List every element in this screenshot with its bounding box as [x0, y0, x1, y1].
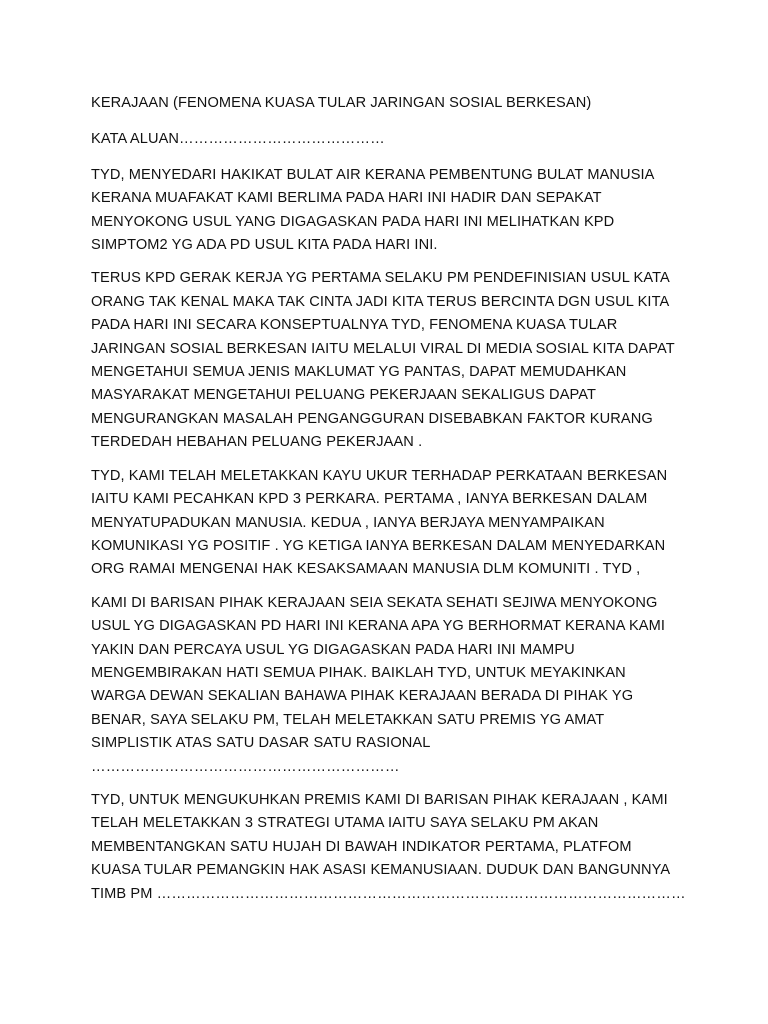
- document-title: KERAJAAN (FENOMENA KUASA TULAR JARINGAN SOSIAL BERKESAN): [91, 95, 592, 111]
- document-page: [91, 92, 691, 916]
- paragraph-5: TYD, UNTUK MENGUKUHKAN PREMIS KAMI DI BARISAN PIHAK KERAJAAN , KAMI TELAH MELETAKKAN 3 STRATEGI UTAMA IAITU SAYA SELAKU PM AKAN MEMBENTANGKAN SATU HUJAH DI BAWAH INDIKATOR PERTAMA, PLATFOM KUASA TULAR PEMANGKIN HAK ASASI KEMANUSIAAN. DUDUK DAN BANGUNNYA TIMB PM ………………………………………………………………………………………………: [91, 791, 686, 902]
- kata-aluan-line: KATA ALUAN……………………………………: [91, 131, 385, 148]
- paragraph-4: KAMI DI BARISAN PIHAK KERAJAAN SEIA SEKATA SEHATI SEJIWA MENYOKONG USUL YG DIGAGASKAN PD HARI INI KERANA APA YG BERHORMAT KERANA KAMI YAKIN DAN PERCAYA USUL YG DIGAGASKAN PADA HARI INI MAMPU MENGEMBIRAKAN HATI SEMUA PIHAK. BAIKLAH TYD, UNTUK MEYAKINKAN WARGA DEWAN SEKALIAN BAHAWA PIHAK KERAJAAN BERADA DI PIHAK YG BENAR, SAYA SELAKU PM, TELAH MELETAKKAN SATU PREMIS YG AMAT SIMPLISTIK ATAS SATU DASAR SATU RASIONAL ………………………………………………………: [91, 594, 666, 775]
- paragraph-2: TERUS KPD GERAK KERJA YG PERTAMA SELAKU PM PENDEFINISIAN USUL KATA ORANG TAK KENAL MAKA TAK CINTA JADI KITA TERUS BERCINTA DGN USUL KITA PADA HARI INI SECARA KONSEPTUALNYA TYD, FENOMENA KUASA TULAR JARINGAN SOSIAL BERKESAN IAITU MELALUI VIRAL DI MEDIA SOSIAL KITA DAPAT MENGETAHUI SEMUA JENIS MAKLUMAT YG PANTAS, DAPAT MEMUDAHKAN MASYARAKAT MENGETAHUI PELUANG PEKERJAAN SEKALIGUS DAPAT MENGURANGKAN MASALAH PENGANGGURAN DISEBABKAN FAKTOR KURANG TERDEDAH HEBAHAN PELUANG PEKERJAAN .: [91, 270, 675, 451]
- paragraph-3: TYD, KAMI TELAH MELETAKKAN KAYU UKUR TERHADAP PERKATAAN BERKESAN IAITU KAMI PECAHKAN KPD 3 PERKARA. PERTAMA , IANYA BERKESAN DALAM MENYATUPADUKAN MANUSIA. KEDUA , IANYA BERJAYA MENYAMPAIKAN KOMUNIKASI YG POSITIF . YG KETIGA IANYA BERKESAN DALAM MENYEDARKAN ORG RAMAI MENGENAI HAK KESAKSAMAAN MANUSIA DLM KOMUNITI . TYD ,: [91, 467, 668, 578]
- paragraph-1: TYD, MENYEDARI HAKIKAT BULAT AIR KERANA PEMBENTUNG BULAT MANUSIA KERANA MUAFAKAT KAMI BERLIMA PADA HARI INI HADIR DAN SEPAKAT MENYOKONG USUL YANG DIGAGASKAN PADA HARI INI MELIHATKAN KPD SIMPTOM2 YG ADA PD USUL KITA PADA HARI INI.: [91, 166, 655, 254]
